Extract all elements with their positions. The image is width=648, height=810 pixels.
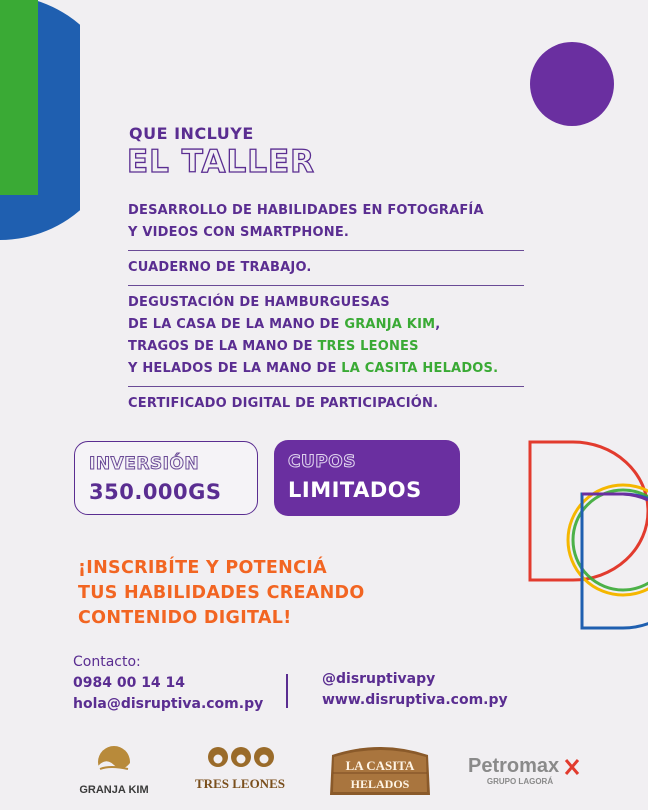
included-item-line <box>128 314 524 336</box>
call-to-action <box>78 556 365 631</box>
contact-label: Contacto: <box>73 654 141 670</box>
tres-leones-text: TRES LEONES <box>195 776 285 791</box>
social-handle[interactable]: @disruptivapy <box>322 671 436 687</box>
included-items-list <box>128 200 524 421</box>
blue-d-outline <box>582 494 648 628</box>
sponsor-name-highlight: TRES LEONES <box>317 339 419 354</box>
included-item-line <box>128 200 524 222</box>
included-item-line <box>128 257 524 279</box>
petromax-text: Petromax <box>468 755 560 777</box>
inversion-label: INVERSIÓN <box>89 454 200 474</box>
sponsor-logos <box>0 735 648 805</box>
sponsor-name-highlight: GRANJA KIM <box>344 317 436 332</box>
decorative-d-shapes <box>528 440 648 630</box>
petromax-logo <box>468 755 578 786</box>
item-text: DEGUSTACIÓN DE HAMBURGUESAS <box>128 295 390 310</box>
la-casita-helados-logo <box>330 747 430 795</box>
green-ring-outline <box>573 490 648 590</box>
item-text: Y HELADOS DE LA MANO DE <box>128 361 342 376</box>
granja-kim-logo <box>79 746 148 796</box>
petromax-subtitle: GRUPO LAGORÁ <box>486 777 554 786</box>
item-text: Y VIDEOS CON SMARTPHONE. <box>128 225 350 240</box>
inversion-value: 350.000GS <box>89 480 222 504</box>
inversion-box <box>74 441 258 515</box>
item-text: TRAGOS DE LA MANO DE <box>128 339 318 354</box>
item-text: CERTIFICADO DIGITAL DE PARTICIPACIÓN. <box>128 396 439 411</box>
contact-phone[interactable]: 0984 00 14 14 <box>73 675 186 691</box>
cta-line-2: TUS HABILIDADES CREANDO <box>78 583 365 603</box>
cta-line-1: ¡INSCRIBÍTE Y POTENCIÁ <box>78 558 327 578</box>
heading-que-incluye: QUE INCLUYE <box>129 124 254 143</box>
tres-leones-logo <box>195 747 285 791</box>
included-item <box>128 257 524 286</box>
green-bar <box>0 0 38 195</box>
contact-social-block <box>322 669 508 711</box>
item-text: CUADERNO DE TRABAJO. <box>128 260 312 275</box>
decorative-shapes-top-left <box>0 0 80 250</box>
sponsor-name-highlight: LA CASITA HELADOS. <box>341 361 499 376</box>
contact-email[interactable]: hola@disruptiva.com.py <box>73 696 264 712</box>
item-text: DESARROLLO DE HABILIDADES EN FOTOGRAFÍA <box>128 203 484 218</box>
purple-circle-decoration <box>530 42 614 126</box>
included-item-line <box>128 222 524 244</box>
cupos-box <box>274 440 460 516</box>
included-item-line <box>128 336 524 358</box>
website-link[interactable]: www.disruptiva.com.py <box>322 692 508 708</box>
granja-kim-text: GRANJA KIM <box>79 784 149 796</box>
item-text: , <box>435 317 441 332</box>
red-d-outline <box>530 442 648 580</box>
contact-block <box>73 652 263 715</box>
included-item <box>128 393 524 421</box>
heading-el-taller: EL TALLER <box>127 144 316 180</box>
item-text: DE LA CASA DE LA MANO DE <box>128 317 345 332</box>
included-item-line <box>128 358 524 380</box>
included-item-line <box>128 292 524 314</box>
cta-line-3: CONTENIDO DIGITAL! <box>78 608 292 628</box>
contact-divider <box>286 674 288 708</box>
included-item <box>128 292 524 387</box>
included-item-line <box>128 393 524 415</box>
cupos-value: LIMITADOS <box>288 478 422 502</box>
la-casita-text: LA CASITA <box>345 758 415 773</box>
included-item <box>128 200 524 251</box>
cupos-label: CUPOS <box>288 452 356 472</box>
petromax-x-mark <box>566 760 578 774</box>
helados-text: HELADOS <box>350 777 410 791</box>
